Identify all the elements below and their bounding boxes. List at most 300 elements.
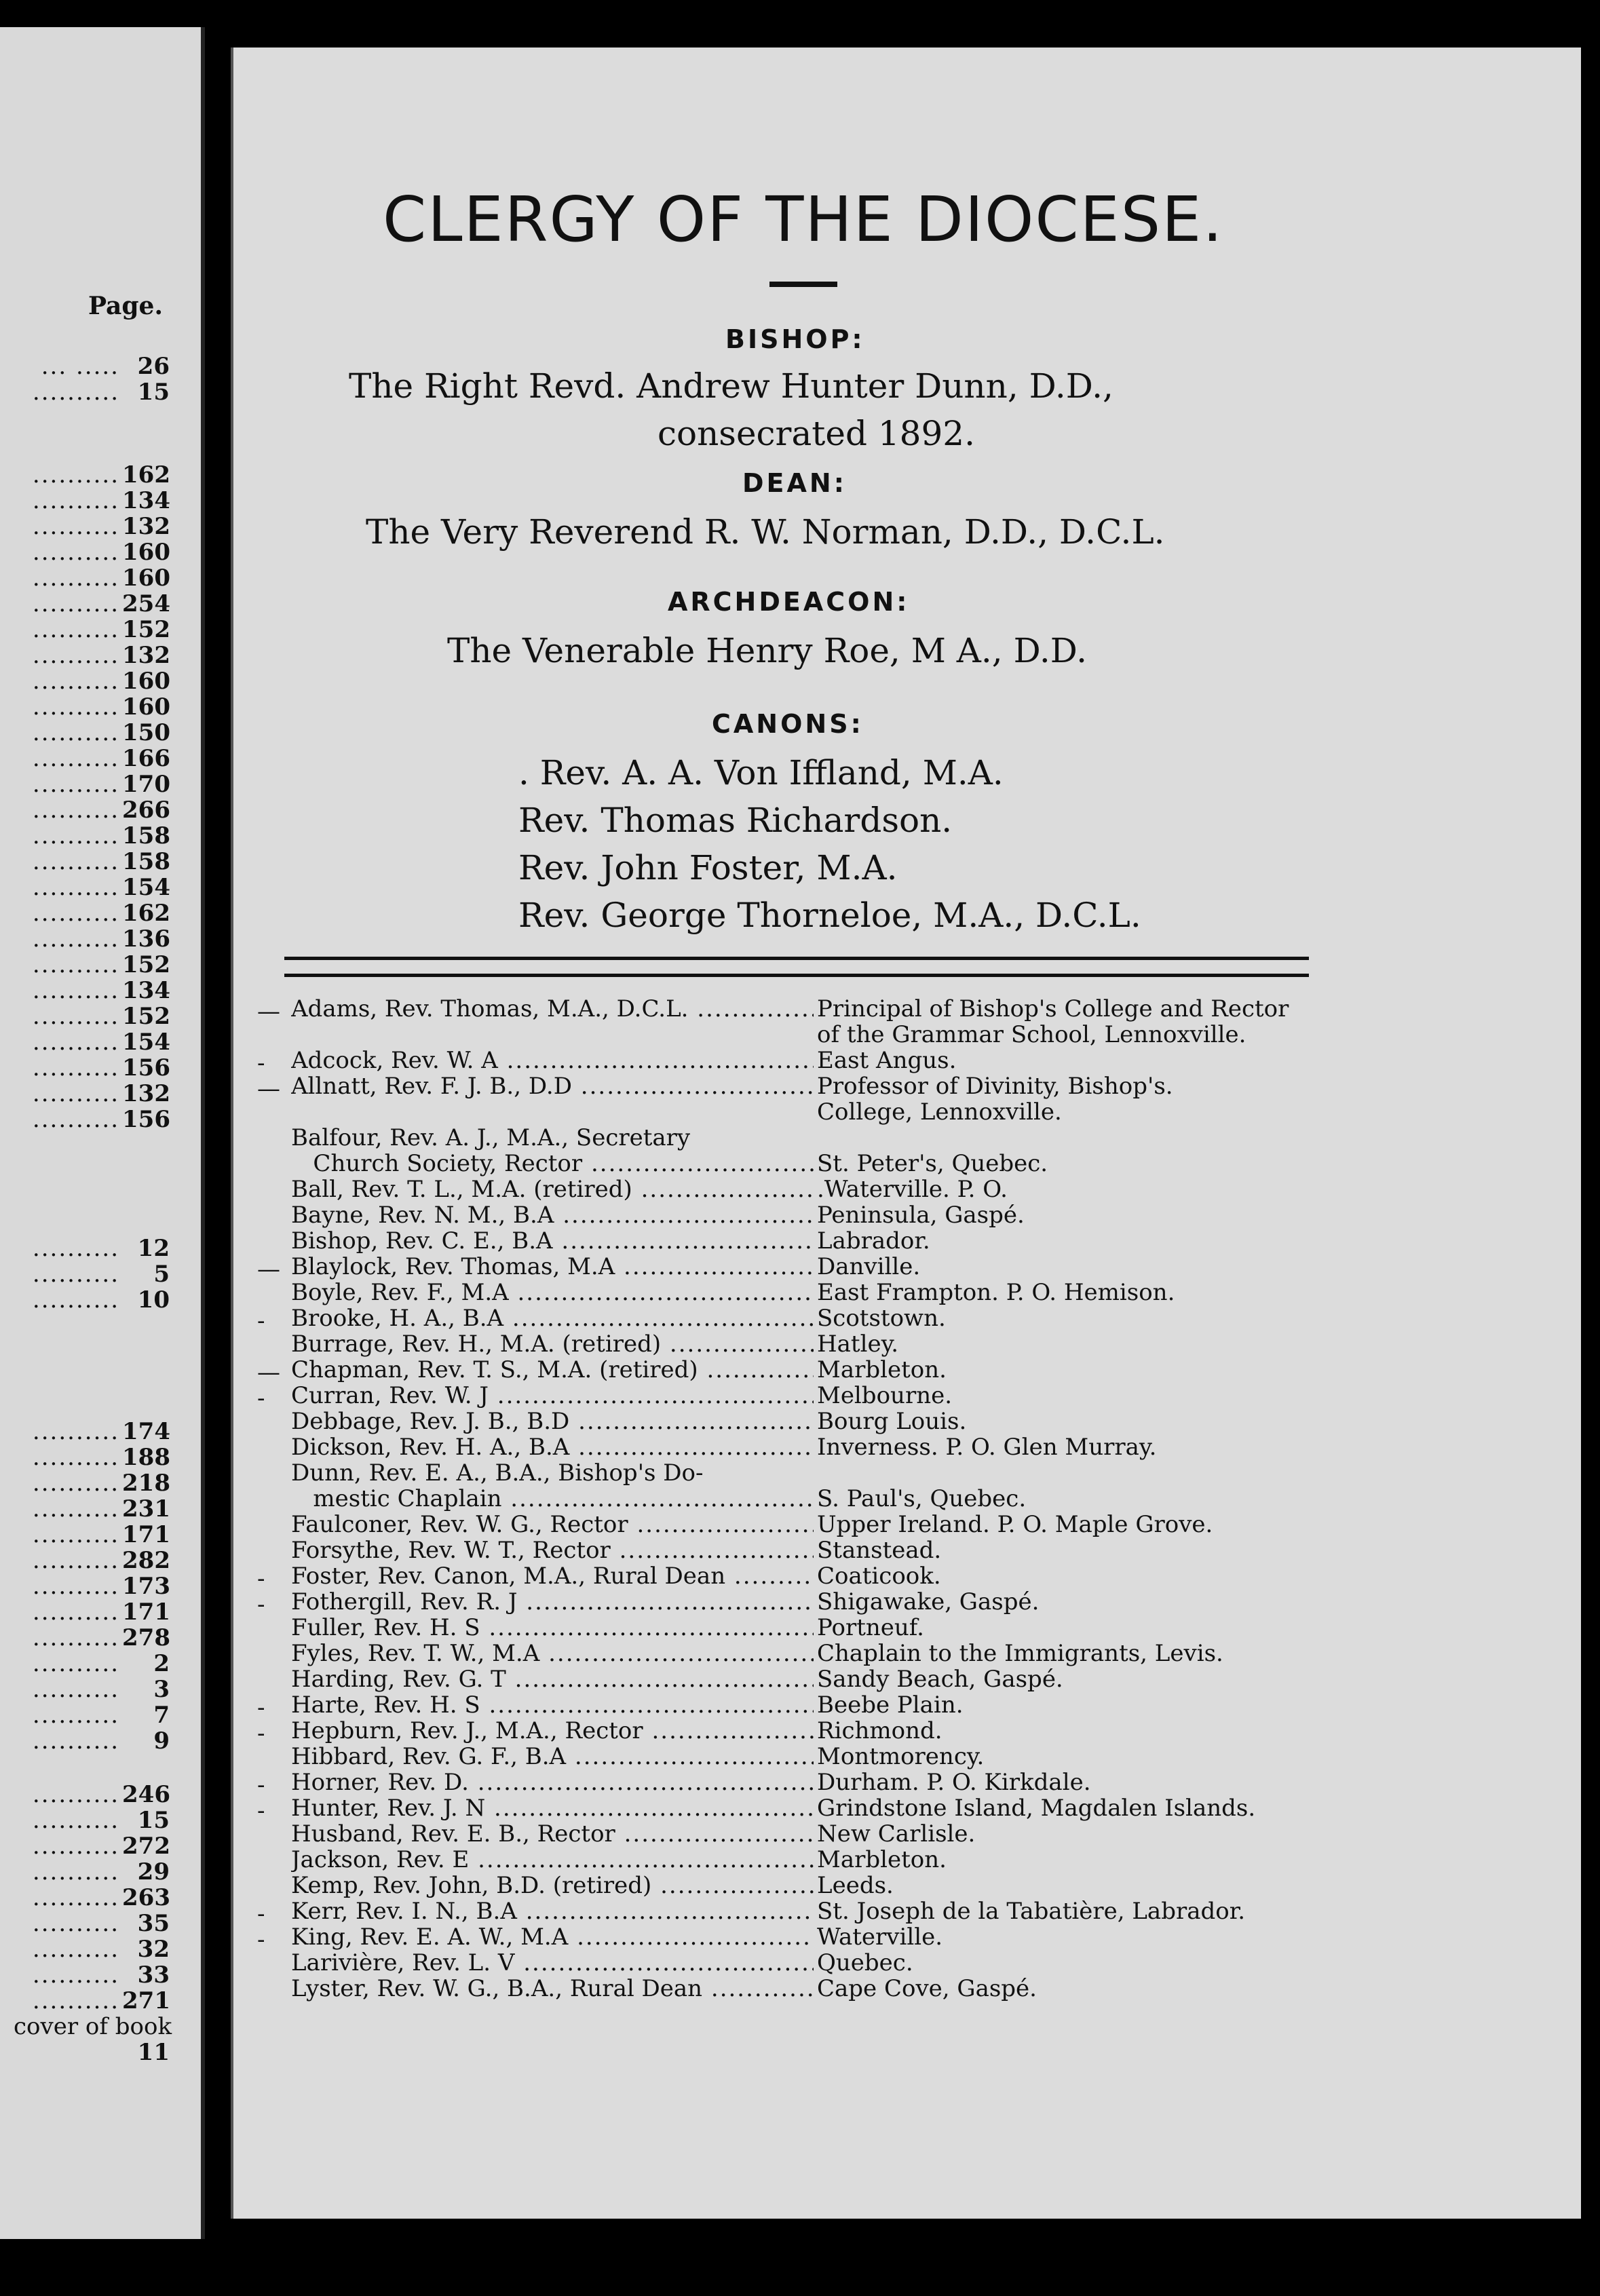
clergy-entry	[291, 1176, 1553, 1202]
index-page-number: 29	[137, 1858, 170, 1886]
clergy-parish: Chaplain to the Immigrants, Levis.	[817, 1640, 1223, 1667]
clergy-parish: Cape Cove, Gaspé.	[817, 1975, 1037, 2002]
index-page-number: 7	[153, 1702, 170, 1729]
clergy-entry	[291, 1821, 1553, 1847]
index-leader-dots: ..........	[32, 1521, 119, 1548]
clergy-parish: Coaticook.	[817, 1563, 941, 1590]
clergy-parish: Montmorency.	[817, 1743, 985, 1770]
clergy-entry	[291, 1641, 1553, 1666]
index-leader-dots: ..........	[32, 1650, 119, 1677]
clergy-name: Ball, Rev. T. L., M.A. (retired) .....	[291, 1176, 814, 1202]
clergy-entry	[291, 1331, 1553, 1357]
clergy-parish: New Carlisle.	[817, 1820, 976, 1848]
index-page-number: 9	[153, 1727, 170, 1755]
clergy-parish: Professor of Divinity, Bishop's. College, Lennoxville.	[817, 1073, 1173, 1126]
index-page-number: 152	[122, 616, 170, 643]
index-row	[0, 353, 170, 380]
clergy-name: Burrage, Rev. H., M.A. (retired) .....	[291, 1331, 814, 1357]
index-row	[0, 1470, 170, 1497]
margin-mark: —	[257, 1256, 280, 1283]
index-page-number: 271	[122, 1987, 170, 2014]
clergy-name: Bishop, Rev. C. E., B.A .....	[291, 1228, 814, 1254]
index-row	[0, 1781, 170, 1808]
index-leader-dots: ..........	[32, 1054, 119, 1082]
clergy-parish: Leeds.	[817, 1872, 894, 1899]
clergy-name: Faulconer, Rev. W. G., Rector .....	[291, 1512, 814, 1537]
index-page-number: cover of book	[14, 2013, 172, 2040]
clergy-name: Allnatt, Rev. F. J. B., D.D .....	[291, 1073, 814, 1099]
index-page-number: 162	[122, 900, 170, 927]
index-page-number: 174	[122, 1418, 170, 1445]
clergy-entry	[257, 1769, 1553, 1799]
clergy-name: Hepburn, Rev. J., M.A., Rector .....	[291, 1718, 814, 1744]
clergy-name: Fuller, Rev. H. S .....	[291, 1615, 814, 1641]
index-row	[0, 379, 170, 406]
index-row	[0, 1936, 170, 1963]
clergy-entry	[291, 1744, 1553, 1769]
index-row	[0, 1080, 170, 1107]
index-leader-dots: ..........	[32, 1624, 119, 1651]
clergy-name: Adcock, Rev. W. A .....	[291, 1048, 814, 1073]
index-leader-dots: ..........	[32, 379, 119, 406]
index-page-number: 32	[137, 1936, 170, 1963]
index-page-number: 15	[137, 379, 170, 406]
index-page-number: 132	[122, 642, 170, 669]
clergy-name: Fothergill, Rev. R. J .....	[291, 1589, 814, 1615]
index-page-number: 26	[137, 353, 170, 380]
clergy-name: Husband, Rev. E. B., Rector .....	[291, 1821, 814, 1847]
index-leader-dots: ..........	[32, 1884, 119, 1911]
index-row	[0, 1727, 170, 1755]
index-leader-dots: ..........	[32, 1987, 119, 2014]
clergy-entry	[291, 1228, 1553, 1254]
clergy-entry	[257, 1795, 1553, 1824]
index-leader-dots: ..........	[32, 1029, 119, 1056]
index-page-number: 158	[122, 822, 170, 849]
index-row	[0, 874, 170, 901]
page-column-header: Page.	[88, 292, 163, 320]
index-leader-dots: ..........	[32, 925, 119, 953]
clergy-entry	[257, 1898, 1553, 1928]
clergy-entry	[257, 1924, 1553, 1953]
index-leader-dots: ..........	[32, 771, 119, 798]
canon-name: Rev. George Thorneloe, M.A., D.C.L.	[518, 896, 1141, 935]
clergy-entry	[291, 1460, 1553, 1512]
index-leader-dots: ..........	[32, 719, 119, 746]
clergy-entry	[257, 1073, 1553, 1126]
clergy-parish: Hatley.	[817, 1331, 899, 1358]
index-leader-dots: ..........	[32, 1003, 119, 1030]
index-leader-dots: ..........	[32, 642, 119, 669]
index-page-number: 2	[153, 1650, 170, 1677]
index-row	[0, 539, 170, 566]
index-row	[0, 1547, 170, 1574]
clergy-name: Dickson, Rev. H. A., B.A .....	[291, 1434, 814, 1460]
index-leader-dots: ..........	[32, 590, 119, 617]
index-page-number: 10	[137, 1286, 170, 1314]
index-leader-dots: ..........	[32, 1781, 119, 1808]
clergy-parish: Stanstead.	[817, 1537, 942, 1564]
index-leader-dots: ..........	[32, 487, 119, 514]
index-page-number: 282	[122, 1547, 170, 1574]
index-leader-dots: ..........	[32, 1418, 119, 1445]
index-leader-dots: ..........	[32, 1936, 119, 1963]
clergy-name: Hunter, Rev. J. N .....	[291, 1795, 814, 1821]
index-leader-dots: ..........	[32, 874, 119, 901]
index-row	[0, 668, 170, 695]
clergy-name: Harte, Rev. H. S .....	[291, 1692, 814, 1718]
clergy-entry	[291, 1847, 1553, 1873]
clergy-parish: S. Paul's, Quebec.	[817, 1485, 1027, 1512]
index-page-number: 278	[122, 1624, 170, 1651]
clergy-entry	[257, 1563, 1553, 1592]
clergy-entry	[291, 1512, 1553, 1537]
index-page-number: 160	[122, 565, 170, 592]
canon-name: Rev. Thomas Richardson.	[518, 801, 953, 840]
index-leader-dots: ..........	[32, 565, 119, 592]
index-row	[0, 1624, 170, 1651]
index-leader-dots: ..........	[32, 822, 119, 849]
clergy-name: Kemp, Rev. John, B.D. (retired) .....	[291, 1873, 814, 1898]
index-row	[0, 693, 170, 721]
dean-name: The Very Reverend R. W. Norman, D.D., D.C.L.	[366, 512, 1165, 552]
index-leader-dots: ..........	[32, 1727, 119, 1755]
index-page-number: 150	[122, 719, 170, 746]
page-title: CLERGY OF THE DIOCESE.	[383, 183, 1224, 256]
index-page-number: 160	[122, 539, 170, 566]
index-row	[0, 951, 170, 978]
index-page-number: 246	[122, 1781, 170, 1808]
clergy-entry	[257, 1382, 1553, 1412]
margin-mark: —	[257, 1359, 280, 1386]
index-page-number: 162	[122, 461, 170, 489]
clergy-name: Kerr, Rev. I. N., B.A .....	[291, 1898, 814, 1924]
index-page-number: 15	[137, 1807, 170, 1834]
clergy-parish: Peninsula, Gaspé.	[817, 1202, 1025, 1229]
clergy-entry	[257, 1691, 1553, 1721]
margin-mark: -	[257, 1050, 265, 1077]
index-page-number: 134	[122, 977, 170, 1004]
margin-mark: -	[257, 1307, 265, 1335]
index-page-number: 5	[153, 1261, 170, 1288]
index-page-number: 171	[122, 1599, 170, 1626]
index-page-number: 160	[122, 668, 170, 695]
index-leader-dots: ..........	[32, 1599, 119, 1626]
index-leader-dots: ..........	[32, 1858, 119, 1886]
clergy-parish: St. Peter's, Quebec.	[817, 1150, 1048, 1177]
index-row	[0, 1650, 170, 1677]
clergy-parish: Bourg Louis.	[817, 1408, 967, 1435]
index-page-number: 132	[122, 1080, 170, 1107]
index-row	[0, 1807, 170, 1834]
index-leader-dots: ..........	[32, 1833, 119, 1860]
clergy-name: Horner, Rev. D. .....	[291, 1769, 814, 1795]
clergy-entry	[257, 1305, 1553, 1335]
clergy-name: Fyles, Rev. T. W., M.A .....	[291, 1641, 814, 1666]
clergy-parish: Shigawake, Gaspé.	[817, 1588, 1040, 1615]
index-row	[0, 1495, 170, 1523]
index-leader-dots: ..........	[32, 461, 119, 489]
clergy-name: Forsythe, Rev. W. T., Rector .....	[291, 1537, 814, 1563]
index-page-number: 231	[122, 1495, 170, 1523]
index-row	[0, 822, 170, 849]
clergy-parish: Beebe Plain.	[817, 1691, 964, 1719]
clergy-entry	[257, 1253, 1553, 1283]
index-row	[0, 1573, 170, 1600]
index-leader-dots: ..........	[32, 1547, 119, 1574]
index-row	[0, 1884, 170, 1911]
clergy-parish: Principal of Bishop's College and Rector of the Grammar School, Lennoxville.	[817, 995, 1289, 1048]
index-row	[0, 1987, 170, 2014]
margin-mark: -	[257, 1900, 265, 1928]
index-page-number: 152	[122, 1003, 170, 1030]
section-divider	[284, 957, 1309, 977]
clergy-entry	[257, 1588, 1553, 1618]
index-page-number: 132	[122, 513, 170, 540]
margin-mark: -	[257, 1591, 265, 1618]
index-row	[0, 977, 170, 1004]
bishop-name: The Right Revd. Andrew Hunter Dunn, D.D.,	[349, 366, 1113, 406]
canon-name: Rev. John Foster, M.A.	[518, 848, 898, 887]
index-page-number: 158	[122, 848, 170, 875]
index-row	[0, 1029, 170, 1056]
margin-mark: -	[257, 1772, 265, 1799]
archdeacon-name: The Venerable Henry Roe, M A., D.D.	[447, 631, 1087, 670]
index-page-number: 156	[122, 1054, 170, 1082]
index-row	[0, 1858, 170, 1886]
index-page-number: 160	[122, 693, 170, 721]
clergy-parish: Quebec.	[817, 1949, 913, 1976]
index-page-number: 154	[122, 1029, 170, 1056]
margin-mark: —	[257, 998, 280, 1025]
bishop-consecration: consecrated 1892.	[658, 414, 975, 453]
index-leader-dots: ..........	[32, 1106, 119, 1133]
index-row	[0, 1676, 170, 1703]
index-row	[0, 642, 170, 669]
index-row	[0, 1054, 170, 1082]
dean-heading: DEAN:	[742, 468, 847, 498]
index-row	[0, 900, 170, 927]
bishop-heading: BISHOP:	[725, 324, 865, 354]
clergy-name: Jackson, Rev. E .....	[291, 1847, 814, 1873]
index-leader-dots: ..........	[32, 693, 119, 721]
index-leader-dots: ..........	[32, 1910, 119, 1937]
clergy-name: King, Rev. E. A. W., M.A .....	[291, 1924, 814, 1950]
archdeacon-heading: ARCHDEACON:	[668, 587, 910, 617]
clergy-entry	[291, 1615, 1553, 1641]
clergy-parish: .Waterville. P. O.	[817, 1176, 1008, 1203]
index-row	[0, 1235, 170, 1262]
index-page-number: 173	[122, 1573, 170, 1600]
clergy-name: Lyster, Rev. W. G., B.A., Rural Dean .....	[291, 1976, 814, 2002]
index-page-number: 154	[122, 874, 170, 901]
clergy-entry	[291, 1950, 1553, 1976]
index-leader-dots: ..........	[32, 539, 119, 566]
margin-mark: -	[257, 1720, 265, 1747]
index-row	[0, 925, 170, 953]
margin-mark: -	[257, 1565, 265, 1592]
clergy-parish: Marbleton.	[817, 1846, 947, 1873]
canons-heading: CANONS:	[712, 709, 864, 739]
margin-mark: -	[257, 1694, 265, 1721]
clergy-name: Brooke, H. A., B.A .....	[291, 1305, 814, 1331]
index-page-number: 156	[122, 1106, 170, 1133]
index-page-number: 218	[122, 1470, 170, 1497]
index-leader-dots: ..........	[32, 616, 119, 643]
index-row	[0, 1521, 170, 1548]
clergy-name: Adams, Rev. Thomas, M.A., D.C.L. .....	[291, 996, 814, 1022]
index-page-number: 33	[137, 1962, 170, 1989]
clergy-entry	[291, 1873, 1553, 1898]
clergy-name: Hibbard, Rev. G. F., B.A .....	[291, 1744, 814, 1769]
index-page-number: 254	[122, 590, 170, 617]
index-page-number: 170	[122, 771, 170, 798]
index-page-number: 35	[137, 1910, 170, 1937]
clergy-entry	[291, 1280, 1553, 1305]
index-page-number: 152	[122, 951, 170, 978]
clergy-parish: Upper Ireland. P. O. Maple Grove.	[817, 1511, 1213, 1538]
index-leader-dots: ..........	[32, 1807, 119, 1834]
canon-name: . Rev. A. A. Von Iffland, M.A.	[518, 753, 1004, 792]
index-row	[0, 616, 170, 643]
clergy-parish: Melbourne.	[817, 1382, 953, 1409]
index-page-number: 11	[137, 2039, 170, 2066]
index-row	[0, 1418, 170, 1445]
index-page-number: 272	[122, 1833, 170, 1860]
index-row	[0, 1910, 170, 1937]
index-row	[0, 487, 170, 514]
index-row	[0, 1444, 170, 1471]
index-page-number: 266	[122, 797, 170, 824]
index-page-number: 136	[122, 925, 170, 953]
index-row	[0, 513, 170, 540]
clergy-parish: Waterville.	[817, 1924, 943, 1951]
clergy-name: Larivière, Rev. L. V .....	[291, 1950, 814, 1976]
clergy-name: Boyle, Rev. F., M.A .....	[291, 1280, 814, 1305]
index-row	[0, 771, 170, 798]
margin-mark: -	[257, 1926, 265, 1953]
index-row	[0, 565, 170, 592]
clergy-parish: Richmond.	[817, 1717, 942, 1744]
index-leader-dots: ..........	[32, 1676, 119, 1703]
index-row	[0, 797, 170, 824]
margin-mark: —	[257, 1075, 280, 1103]
clergy-name: Blaylock, Rev. Thomas, M.A .....	[291, 1254, 814, 1280]
index-row	[0, 1106, 170, 1133]
clergy-name: Debbage, Rev. J. B., B.D .....	[291, 1409, 814, 1434]
index-row	[0, 590, 170, 617]
clergy-entry	[291, 1666, 1553, 1692]
clergy-parish: Marbleton.	[817, 1356, 947, 1383]
clergy-parish: East Angus.	[817, 1047, 957, 1074]
index-row	[0, 1261, 170, 1288]
clergy-parish: Inverness. P. O. Glen Murray.	[817, 1434, 1157, 1461]
clergy-name: Balfour, Rev. A. J., M.A., Secretary Church Society, Rector .....	[291, 1125, 814, 1176]
clergy-name: Chapman, Rev. T. S., M.A. (retired) .....	[291, 1357, 814, 1383]
clergy-parish: Labrador.	[817, 1227, 930, 1255]
previous-page-index	[0, 27, 205, 2239]
clergy-name: Bayne, Rev. N. M., B.A .....	[291, 1202, 814, 1228]
index-row	[0, 461, 170, 489]
clergy-entry	[257, 995, 1553, 1048]
index-leader-dots: ..........	[32, 797, 119, 824]
clergy-name: Dunn, Rev. E. A., B.A., Bishop's Do- mestic Chaplain .....	[291, 1460, 814, 1512]
index-leader-dots: ..........	[32, 1962, 119, 1989]
clergy-entry	[257, 1356, 1553, 1386]
index-leader-dots: ..........	[32, 900, 119, 927]
index-leader-dots: ..........	[32, 1495, 119, 1523]
index-page-number: 134	[122, 487, 170, 514]
index-leader-dots: ..........	[32, 977, 119, 1004]
clergy-name: Foster, Rev. Canon, M.A., Rural Dean .....	[291, 1563, 814, 1589]
index-leader-dots: ..........	[32, 1080, 119, 1107]
clergy-parish: Durham. P. O. Kirkdale.	[817, 1769, 1091, 1796]
clergy-name: Curran, Rev. W. J .....	[291, 1383, 814, 1409]
index-leader-dots: ..........	[32, 1444, 119, 1471]
index-page-number: 171	[122, 1521, 170, 1548]
index-leader-dots: ..........	[32, 1470, 119, 1497]
index-page-number: 263	[122, 1884, 170, 1911]
index-leader-dots: ..........	[32, 951, 119, 978]
index-row	[0, 1833, 170, 1860]
index-row	[0, 1962, 170, 1989]
index-leader-dots: ..........	[32, 745, 119, 772]
margin-mark: -	[257, 1797, 265, 1824]
clergy-entry	[291, 1537, 1553, 1563]
index-leader-dots: ..........	[32, 1286, 119, 1314]
index-leader-dots: ..........	[32, 1261, 119, 1288]
index-row	[0, 848, 170, 875]
clergy-parish: Scotstown.	[817, 1305, 946, 1332]
clergy-parish: East Frampton. P. O. Hemison.	[817, 1279, 1175, 1306]
index-page-number: 166	[122, 745, 170, 772]
index-leader-dots: ..........	[32, 1702, 119, 1729]
clergy-parish: Sandy Beach, Gaspé.	[817, 1666, 1063, 1693]
index-leader-dots: ... .....	[41, 353, 119, 380]
index-leader-dots: ..........	[32, 1573, 119, 1600]
index-row	[0, 1003, 170, 1030]
index-leader-dots: ..........	[32, 848, 119, 875]
clergy-parish: Portneuf.	[817, 1614, 924, 1641]
index-row	[0, 2013, 170, 2040]
clergy-entry	[257, 1047, 1553, 1077]
clergy-page	[231, 47, 1581, 2219]
clergy-parish: St. Joseph de la Tabatière, Labrador.	[817, 1898, 1246, 1925]
clergy-parish: Grindstone Island, Magdalen Islands.	[817, 1795, 1256, 1822]
index-leader-dots: ..........	[32, 513, 119, 540]
clergy-name: Harding, Rev. G. T .....	[291, 1666, 814, 1692]
margin-mark: -	[257, 1385, 265, 1412]
clergy-entry	[257, 1717, 1553, 1747]
index-row	[0, 2039, 170, 2066]
title-rule	[769, 282, 837, 287]
index-row	[0, 745, 170, 772]
clergy-entry	[291, 1125, 1553, 1176]
index-page-number: 3	[153, 1676, 170, 1703]
index-row	[0, 1286, 170, 1314]
index-page-number: 12	[137, 1235, 170, 1262]
index-row	[0, 1702, 170, 1729]
clergy-entry	[291, 1976, 1553, 2002]
index-leader-dots: ..........	[32, 668, 119, 695]
clergy-entry	[291, 1409, 1553, 1434]
index-leader-dots: ..........	[32, 1235, 119, 1262]
clergy-entry	[291, 1434, 1553, 1460]
index-row	[0, 719, 170, 746]
index-row	[0, 1599, 170, 1626]
clergy-parish: Danville.	[817, 1253, 921, 1280]
clergy-entry	[291, 1202, 1553, 1228]
